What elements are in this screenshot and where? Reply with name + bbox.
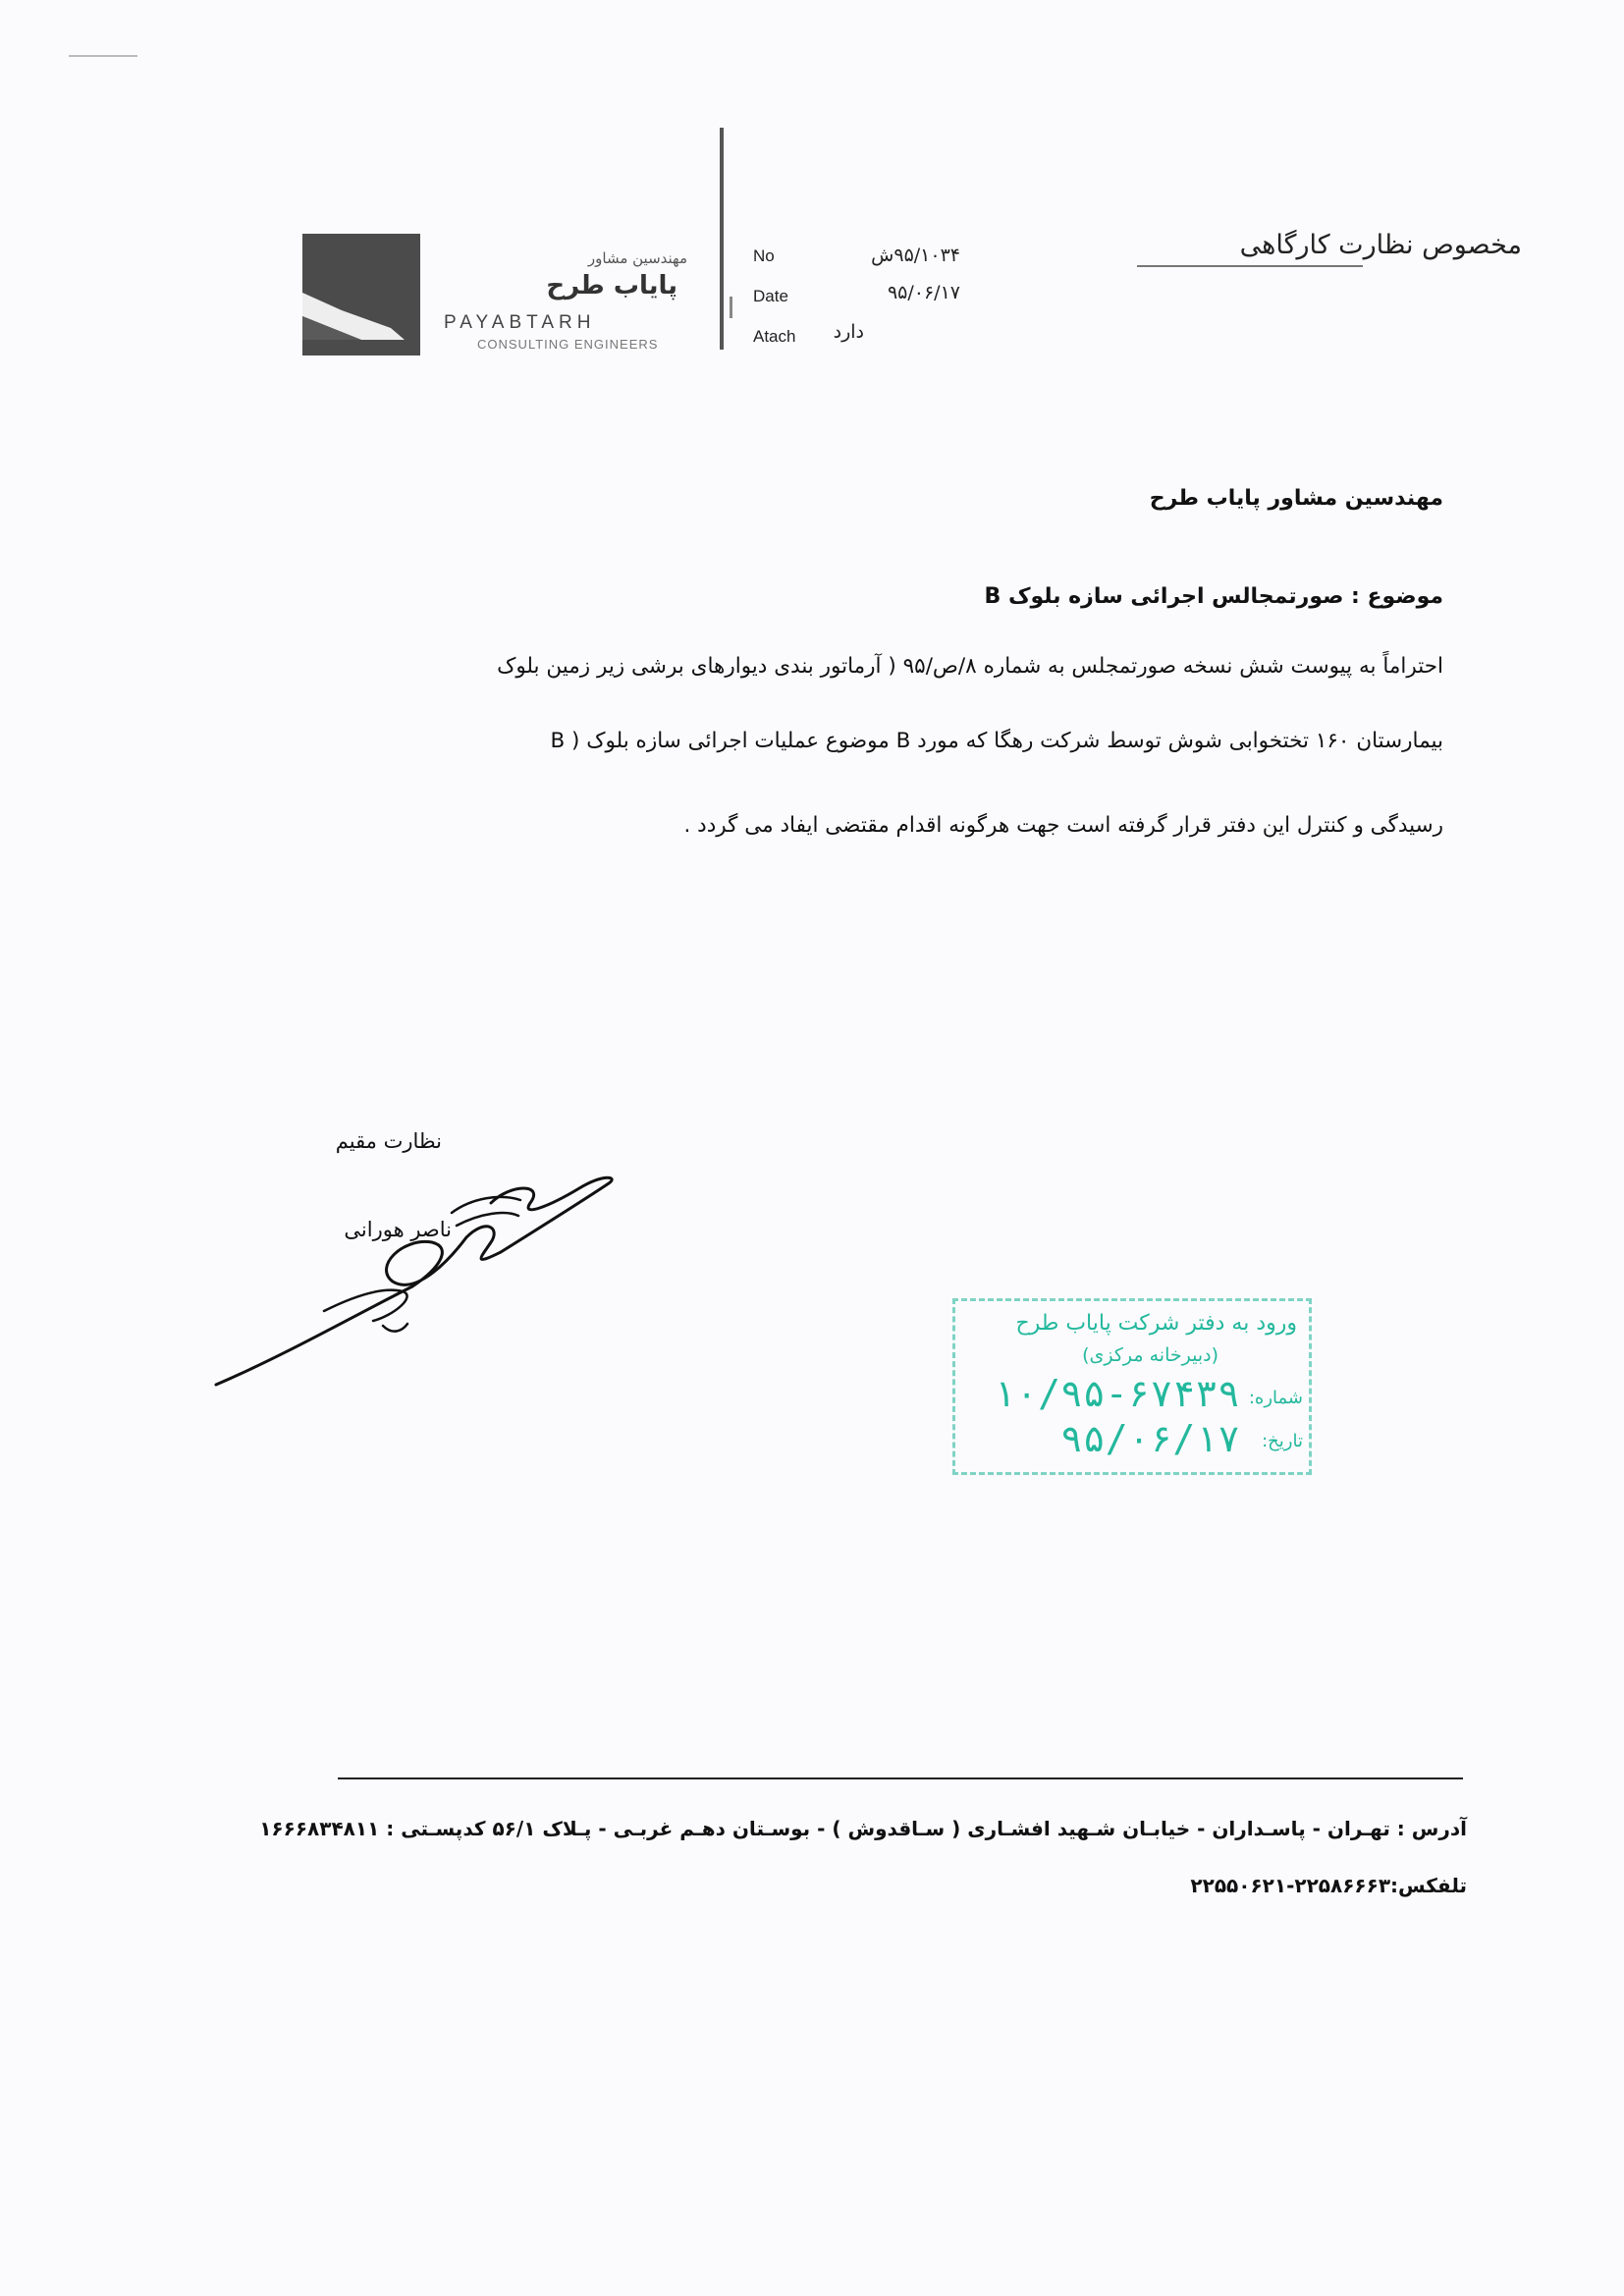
logo-name-fa-small: مهندسین مشاور	[587, 249, 687, 267]
letter-date-label: Date	[753, 287, 788, 305]
letter-number-value: ۹۵/۱۰۳۴ش	[871, 245, 960, 266]
footer-address: آدرس : تهـران - پاسـداران - خیابـان شـهید افشـاری ( سـاقدوش ) - بوسـتان دهـم غربـی - پـلاک ۵۶/۱ کدپسـتی : ۱۶۶۶۸۳۴۸۱۱	[259, 1817, 1467, 1840]
letter-attach-value: دارد	[833, 321, 864, 343]
header-divider	[720, 128, 724, 350]
registration-number-value: ۱۰/۹۵-۶۷۴۳۹	[993, 1372, 1240, 1415]
logo-subtitle-en: CONSULTING ENGINEERS	[477, 337, 659, 352]
company-logo-mark	[302, 234, 420, 355]
letter-body-line: رسیدگی و کنترل این دفتر قرار گرفته است جهت هرگونه اقدام مقتضی ایفاد می گردد .	[683, 813, 1443, 838]
header-divider-mark	[730, 297, 732, 318]
registration-stamp-subtitle: (دبیرخانه مرکزی)	[1082, 1344, 1218, 1366]
logo-name-fa: پایاب طرح	[546, 271, 677, 301]
top-edge-line	[69, 55, 137, 57]
supervision-stamp-underline	[1137, 265, 1363, 267]
registration-date-label: تاریخ:	[1262, 1431, 1303, 1451]
letter-subject: موضوع : صورتمجالس اجرائی سازه بلوک B	[984, 584, 1443, 609]
registration-stamp-title: ورود به دفتر شرکت پایاب طرح	[1015, 1311, 1297, 1336]
signatory-title: نظارت مقیم	[335, 1129, 442, 1153]
letter-attach-label: Atach	[753, 327, 796, 346]
supervision-stamp: مخصوص نظارت کارگاهی	[1239, 230, 1522, 260]
footer-phone: تلفکس:۲۲۵۸۶۶۶۳-۲۲۵۵۰۶۲۱	[1190, 1874, 1467, 1897]
letter-addressee: مهندسین مشاور پایاب طرح	[1149, 486, 1443, 511]
letter-body-line: B ) موضوع عملیات اجرائی سازه بلوک B بیمارستان ۱۶۰ تختخوابی شوش توسط شرکت رهگا که مورد	[550, 729, 1443, 753]
letter-number-label: No	[753, 246, 775, 265]
handwritten-signature	[206, 1159, 638, 1394]
letter-date-value: ۹۵/۰۶/۱۷	[887, 282, 960, 303]
registration-date-value: ۹۵/۰۶/۱۷	[1059, 1417, 1240, 1460]
letter-body-line: احتراماً به پیوست شش نسخه صورتمجلس به شماره ۸/ص/۹۵ ( آرماتور بندی دیوارهای برشی زیر زمین بلوک	[497, 654, 1443, 679]
signatory-name: ناصر هورانی	[344, 1218, 452, 1241]
footer-rule	[338, 1777, 1463, 1779]
registration-number-label: شماره:	[1248, 1388, 1303, 1408]
logo-name-en: PAYABTARH	[444, 312, 596, 333]
registration-stamp	[952, 1298, 1312, 1475]
